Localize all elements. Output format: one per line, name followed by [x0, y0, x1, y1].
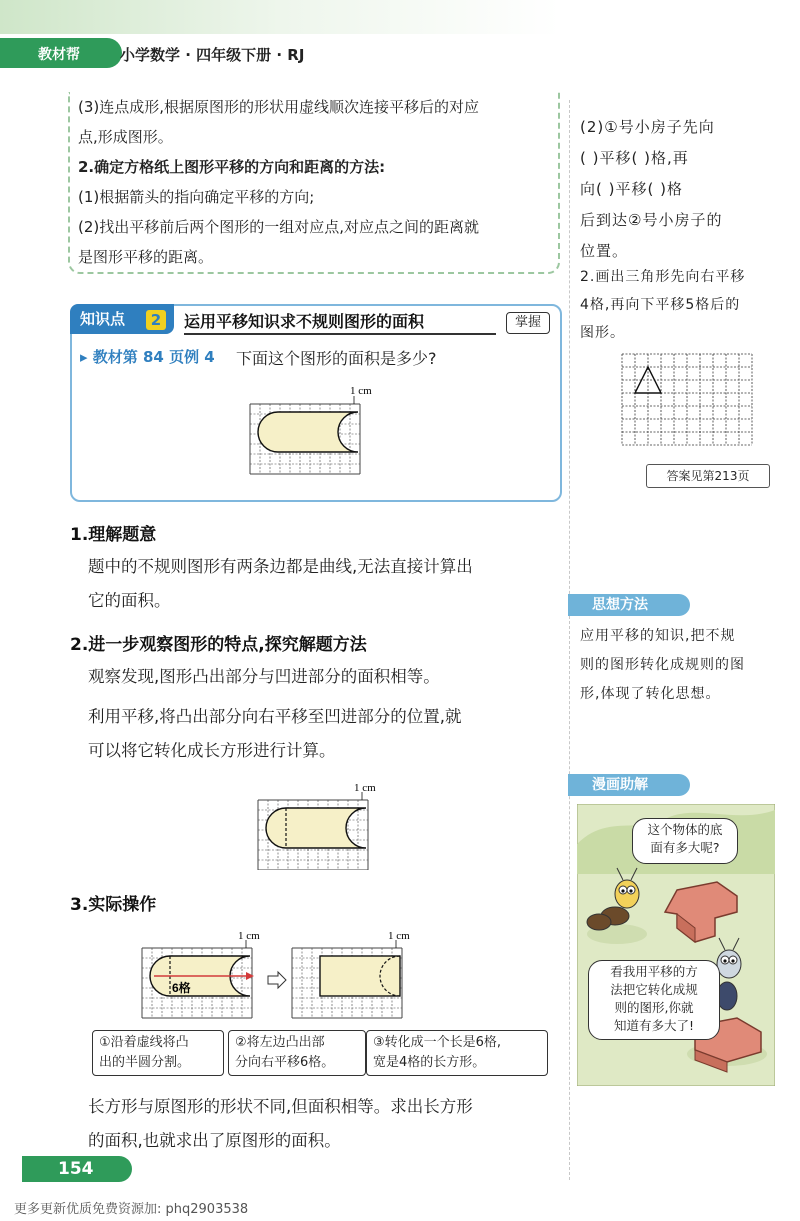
step-note [366, 1030, 548, 1076]
mastery-badge: 掌握 [506, 312, 550, 334]
step-note [228, 1030, 366, 1076]
method-line: (3)连点成形,根据原图形的形状用虚线顺次连接平移后的对应 [78, 98, 480, 116]
column-divider [569, 100, 570, 1180]
method-line: (1)根据箭头的指向确定平移的方向; [78, 188, 315, 206]
page-number-tab [22, 1156, 132, 1182]
method-line: 点,形成图形。 [78, 128, 173, 146]
exercise-line: 向( )平移( )格 [580, 180, 683, 198]
step-line: ③转化成一个长是6格, [373, 1035, 502, 1050]
arrow-label: 6格 [172, 981, 191, 995]
unit-label: 1 cm [238, 930, 260, 942]
bubble-line: 看我用平移的方 [610, 964, 698, 979]
step-line: 分向右平移6格。 [235, 1055, 335, 1070]
section-heading: 2.进一步观察图形的特点,探究解题方法 [70, 635, 367, 655]
exercise-line: 图形。 [580, 325, 625, 341]
header-tab [0, 38, 122, 68]
step-note [92, 1030, 224, 1076]
unit-label: 1 cm [388, 930, 410, 942]
header-band [0, 0, 800, 34]
unit-label: 1 cm [354, 782, 376, 794]
conclusion-text: 长方形与原图形的形状不同,但面积相等。求出长方形 [88, 1097, 473, 1116]
exercise-line: 2.画出三角形先向右平移 [580, 269, 746, 285]
section-text: 题中的不规则图形有两条边都是曲线,无法直接计算出 [88, 557, 473, 576]
page-number: 154 [58, 1159, 94, 1179]
section-text: 它的面积。 [88, 591, 171, 610]
right-arrow-icon [268, 972, 286, 988]
method-note-line: 则的图形转化成规则的图 [580, 657, 745, 673]
header-tab-label: 教材帮 [38, 47, 80, 63]
section-text: 利用平移,将凸出部分向右平移至凹进部分的位置,就 [88, 707, 462, 726]
exercise-line: ( )平移( )格,再 [580, 149, 689, 167]
speech-bubble [632, 818, 738, 864]
knowledge-point-label: 知识点 [70, 304, 174, 334]
step-line: ②将左边凸出部 [235, 1035, 325, 1050]
answer-reference: 答案见第213页 [646, 464, 770, 488]
knowledge-point-number: 2 [146, 310, 166, 330]
rectangle-shape [320, 956, 400, 996]
thinking-method-tab-label: 思想方法 [592, 597, 648, 613]
operation-figures [138, 928, 418, 1030]
bubble-line: 面有多大呢? [650, 840, 720, 855]
knowledge-point-title: 运用平移知识求不规则图形的面积 [184, 312, 425, 331]
triangle-grid-figure [620, 352, 756, 454]
exercise-line: 后到达②号小房子的 [580, 211, 723, 229]
method-line: 2.确定方格纸上图形平移的方向和距离的方法: [78, 158, 386, 176]
example-figure [246, 382, 386, 484]
method-line: (2)找出平移前后两个图形的一组对应点,对应点之间的距离就 [78, 218, 480, 236]
bubble-line: 则的图形,你就 [614, 1000, 694, 1015]
bubble-line: 法把它转化成规 [610, 982, 698, 997]
exercise-line: 4格,再向下平移5格后的 [580, 297, 741, 313]
unit-label: 1 cm [350, 385, 372, 397]
method-line: 是图形平移的距离。 [78, 248, 214, 266]
exercise-line: 位置。 [580, 242, 629, 260]
irregular-shape [258, 412, 358, 452]
textbook-reference: ▸ 教材第 84 页例 4 [80, 348, 215, 366]
step-line: ①沿着虚线将凸 [99, 1035, 189, 1050]
section-text: 观察发现,图形凸出部分与凹进部分的面积相等。 [88, 667, 440, 686]
section-heading: 1.理解题意 [70, 525, 157, 545]
example-question: 下面这个图形的面积是多少? [236, 349, 437, 368]
book-title: 小学数学 · 四年级下册 · RJ [120, 46, 305, 64]
step-line: 出的半圆分割。 [99, 1055, 191, 1070]
bubble-line: 知道有多大了! [613, 1018, 694, 1033]
method-note-line: 应用平移的知识,把不规 [580, 628, 736, 644]
dashed-split-figure [254, 780, 394, 870]
exercise-line: (2)①号小房子先向 [580, 118, 715, 136]
method-note-line: 形,体现了转化思想。 [580, 686, 721, 702]
step-line: 宽是4格的长方形。 [373, 1055, 486, 1070]
conclusion-text: 的面积,也就求出了原图形的面积。 [88, 1131, 341, 1150]
thinking-method-tab [568, 594, 690, 616]
title-underline [184, 333, 496, 335]
speech-bubble [588, 960, 720, 1040]
section-heading: 3.实际操作 [70, 895, 157, 915]
section-text: 可以将它转化成长方形进行计算。 [88, 741, 336, 760]
comic-help-tab-label: 漫画助解 [592, 777, 648, 793]
bubble-line: 这个物体的底 [647, 822, 723, 837]
watermark-text: 更多更新优质免费资源加: phq2903538 [14, 1202, 249, 1217]
comic-help-tab [568, 774, 690, 796]
